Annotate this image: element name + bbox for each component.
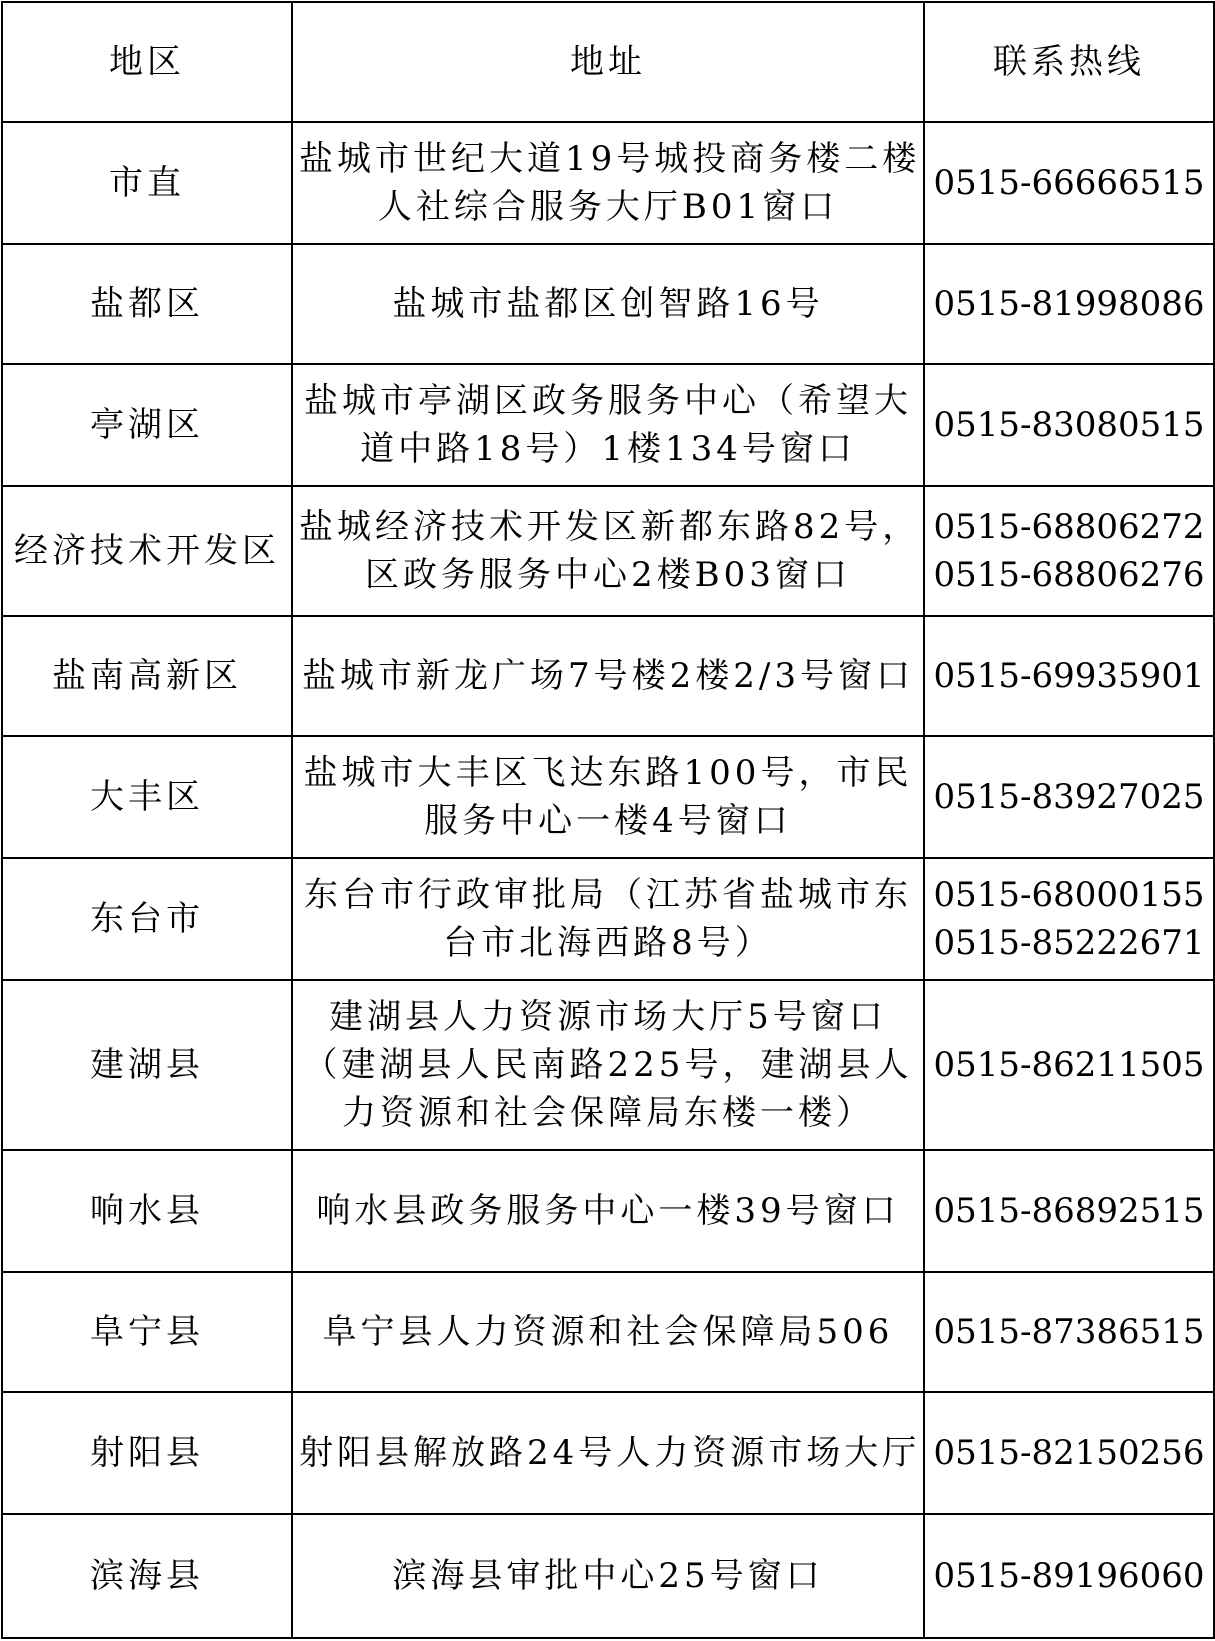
phone-number: 0515-81998086 — [933, 284, 1205, 324]
address-line: 建湖县人力资源市场大厅5号窗口 — [329, 997, 887, 1037]
hotline-cell — [924, 122, 1214, 244]
address-cell — [292, 1392, 924, 1514]
hotline-cell — [924, 1272, 1214, 1392]
phone-number: 0515-86211505 — [933, 1045, 1205, 1085]
address-cell — [292, 364, 924, 486]
table-header-row — [2, 2, 1214, 122]
address-line: 响水县政务服务中心一楼39号窗口 — [316, 1191, 900, 1231]
hotline-cell — [924, 858, 1214, 980]
region-cell: 阜宁县 — [2, 1272, 292, 1392]
region-cell: 射阳县 — [2, 1392, 292, 1514]
region-cell: 响水县 — [2, 1150, 292, 1272]
address-cell — [292, 486, 924, 616]
address-line: 道中路18号）1楼134号窗口 — [360, 429, 856, 469]
phone-number: 0515-85222671 — [933, 923, 1205, 963]
header-hotline: 联系热线 — [924, 2, 1214, 122]
region-cell: 东台市 — [2, 858, 292, 980]
address-cell — [292, 980, 924, 1150]
phone-number: 0515-66666515 — [933, 163, 1205, 203]
address-cell — [292, 1150, 924, 1272]
address-cell — [292, 122, 924, 244]
region-cell: 经济技术开发区 — [2, 486, 292, 616]
hotline-cell — [924, 364, 1214, 486]
address-line: 盐城市世纪大道19号城投商务楼二楼 — [299, 139, 921, 179]
contact-table — [1, 1, 1215, 1639]
address-line: 台市北海西路8号） — [443, 923, 773, 963]
phone-number: 0515-68000155 — [933, 875, 1205, 915]
phone-number: 0515-86892515 — [933, 1191, 1205, 1231]
table-row — [2, 364, 1214, 486]
table-row — [2, 486, 1214, 616]
address-line: 盐城市大丰区飞达东路100号，市民 — [303, 753, 913, 793]
hotline-cell — [924, 736, 1214, 858]
address-cell — [292, 616, 924, 736]
address-cell — [292, 858, 924, 980]
address-line: 东台市行政审批局（江苏省盐城市东 — [304, 875, 912, 915]
hotline-cell — [924, 244, 1214, 364]
address-cell — [292, 1514, 924, 1638]
phone-number: 0515-68806276 — [933, 555, 1205, 595]
table-row — [2, 858, 1214, 980]
phone-number: 0515-69935901 — [933, 656, 1205, 696]
address-line: （建湖县人民南路225号，建湖县人 — [303, 1045, 913, 1085]
phone-number: 0515-89196060 — [933, 1556, 1205, 1596]
header-address: 地址 — [292, 2, 924, 122]
address-line: 人社综合服务大厅B01窗口 — [377, 187, 839, 227]
address-line: 射阳县解放路24号人力资源市场大厅 — [299, 1433, 921, 1473]
table-row — [2, 1150, 1214, 1272]
address-line: 服务中心一楼4号窗口 — [424, 801, 792, 841]
region-cell: 建湖县 — [2, 980, 292, 1150]
table-row — [2, 122, 1214, 244]
phone-number: 0515-83080515 — [933, 405, 1205, 445]
table-row — [2, 1514, 1214, 1638]
table-row — [2, 1392, 1214, 1514]
hotline-cell — [924, 486, 1214, 616]
region-cell: 大丰区 — [2, 736, 292, 858]
hotline-cell — [924, 980, 1214, 1150]
header-region: 地区 — [2, 2, 292, 122]
address-line: 滨海县审批中心25号窗口 — [392, 1556, 824, 1596]
address-line: 盐城市新龙广场7号楼2楼2/3号窗口 — [302, 656, 914, 696]
table-row — [2, 980, 1214, 1150]
region-cell: 亭湖区 — [2, 364, 292, 486]
address-line: 区政务服务中心2楼B03窗口 — [365, 555, 851, 595]
table-row — [2, 736, 1214, 858]
hotline-cell — [924, 1514, 1214, 1638]
hotline-cell — [924, 1392, 1214, 1514]
address-line: 力资源和社会保障局东楼一楼） — [342, 1093, 874, 1133]
phone-number: 0515-83927025 — [933, 777, 1205, 817]
hotline-cell — [924, 1150, 1214, 1272]
region-cell: 盐都区 — [2, 244, 292, 364]
region-cell: 盐南高新区 — [2, 616, 292, 736]
address-line: 盐城市盐都区创智路16号 — [392, 284, 824, 324]
hotline-cell — [924, 616, 1214, 736]
address-line: 阜宁县人力资源和社会保障局506 — [322, 1312, 894, 1352]
address-cell — [292, 244, 924, 364]
table-row — [2, 616, 1214, 736]
table-row — [2, 1272, 1214, 1392]
phone-number: 0515-68806272 — [933, 507, 1205, 547]
region-cell: 滨海县 — [2, 1514, 292, 1638]
address-cell — [292, 736, 924, 858]
region-cell: 市直 — [2, 122, 292, 244]
table-row — [2, 244, 1214, 364]
address-cell — [292, 1272, 924, 1392]
address-line: 盐城经济技术开发区新都东路82号， — [299, 507, 921, 547]
phone-number: 0515-82150256 — [933, 1433, 1205, 1473]
phone-number: 0515-87386515 — [933, 1312, 1205, 1352]
address-line: 盐城市亭湖区政务服务中心（希望大 — [304, 381, 912, 421]
